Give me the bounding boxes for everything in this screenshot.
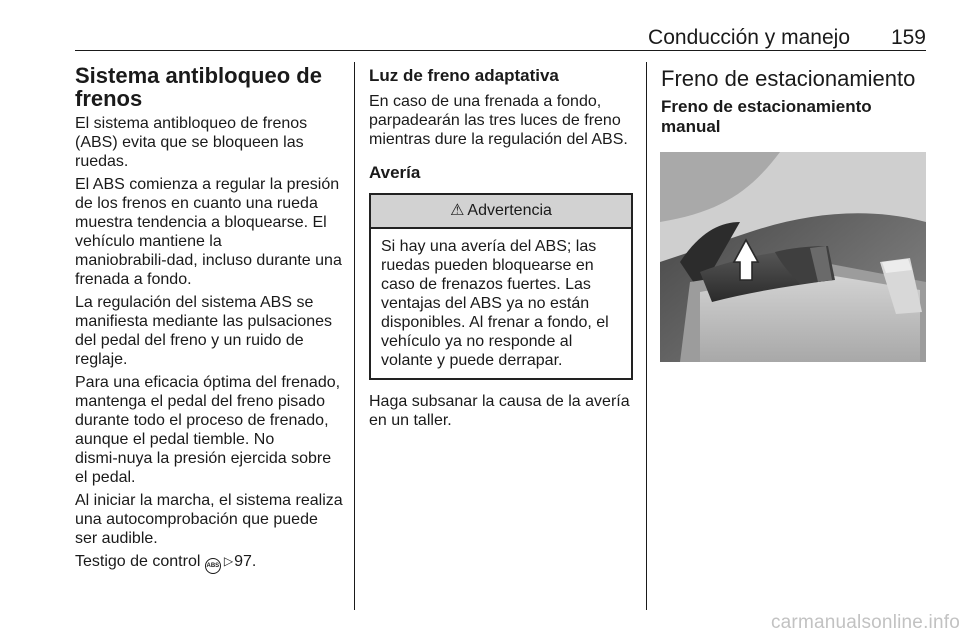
manual-parking-brake-heading: Freno de estacionamiento manual <box>661 97 872 136</box>
warning-header <box>371 195 631 229</box>
warning-box <box>369 193 633 380</box>
brake-light-paragraph: En caso de una frenada a fondo, parpadearán las tres luces de freno mientras dure la regulación del ABS. <box>369 93 628 148</box>
column-3 <box>661 60 926 143</box>
warning-title: Advertencia <box>467 202 552 219</box>
repair-paragraph: Haga subsanar la causa de la avería en un taller. <box>369 393 630 429</box>
handbrake-illustration <box>660 152 926 362</box>
watermark: carmanualsonline.info <box>770 612 960 633</box>
abs-paragraph-2: El ABS comienza a regular la presión de los frenos en cuanto una rueda muestra tendencia a bloquearse. El vehículo mantiene la maniobrabili‑dad, incluso durante una frenada a fondo. <box>75 176 342 288</box>
abs-paragraph-4: Para una eficacia óptima del frenado, mantenga el pedal del freno pisado durante todo el proceso de frenado, aunque el pedal tiemble. No dismi‑nuya la presión ejercida sobre el pedal. <box>75 374 341 486</box>
section-title: Conducción y manejo <box>648 26 850 49</box>
header-rule <box>75 50 926 51</box>
warning-triangle-icon: ⚠ <box>450 202 465 219</box>
abs-heading: Sistema antibloqueo de frenos <box>75 63 322 111</box>
abs-paragraph-1: El sistema antibloqueo de frenos (ABS) evita que se bloqueen las ruedas. <box>75 115 308 170</box>
averia-heading: Avería <box>369 163 421 182</box>
column-divider-1 <box>354 62 355 610</box>
column-2 <box>369 60 633 434</box>
testigo-text: Testigo de control <box>75 553 201 570</box>
column-1 <box>75 60 343 578</box>
warning-text: Si hay una avería del ABS; las ruedas pueden bloquearse en caso de frenazos fuertes. Las ventajas del ABS ya no están disponibles. Al frenar a fondo, el vehículo ya no responde al volante y puede derrapar. <box>381 238 609 369</box>
parking-brake-heading: Freno de estacionamiento <box>661 66 916 91</box>
handbrake-svg <box>660 152 926 362</box>
testigo-line <box>75 552 343 574</box>
abs-paragraph-5: Al iniciar la marcha, el sistema realiza una autocomprobación que puede ser audible. <box>75 492 343 547</box>
column-divider-2 <box>646 62 647 610</box>
page-number: 159 <box>890 26 926 49</box>
page-reference-triangle-icon[interactable]: ▷ <box>223 554 234 568</box>
reference-page-link[interactable]: 97. <box>234 553 257 570</box>
brake-light-heading: Luz de freno adaptativa <box>369 66 559 85</box>
abs-indicator-icon: ABS <box>205 558 221 574</box>
abs-paragraph-3: La regulación del sistema ABS se manifiesta mediante las pulsaciones del pedal del freno y un ruido de reglaje. <box>75 294 333 368</box>
